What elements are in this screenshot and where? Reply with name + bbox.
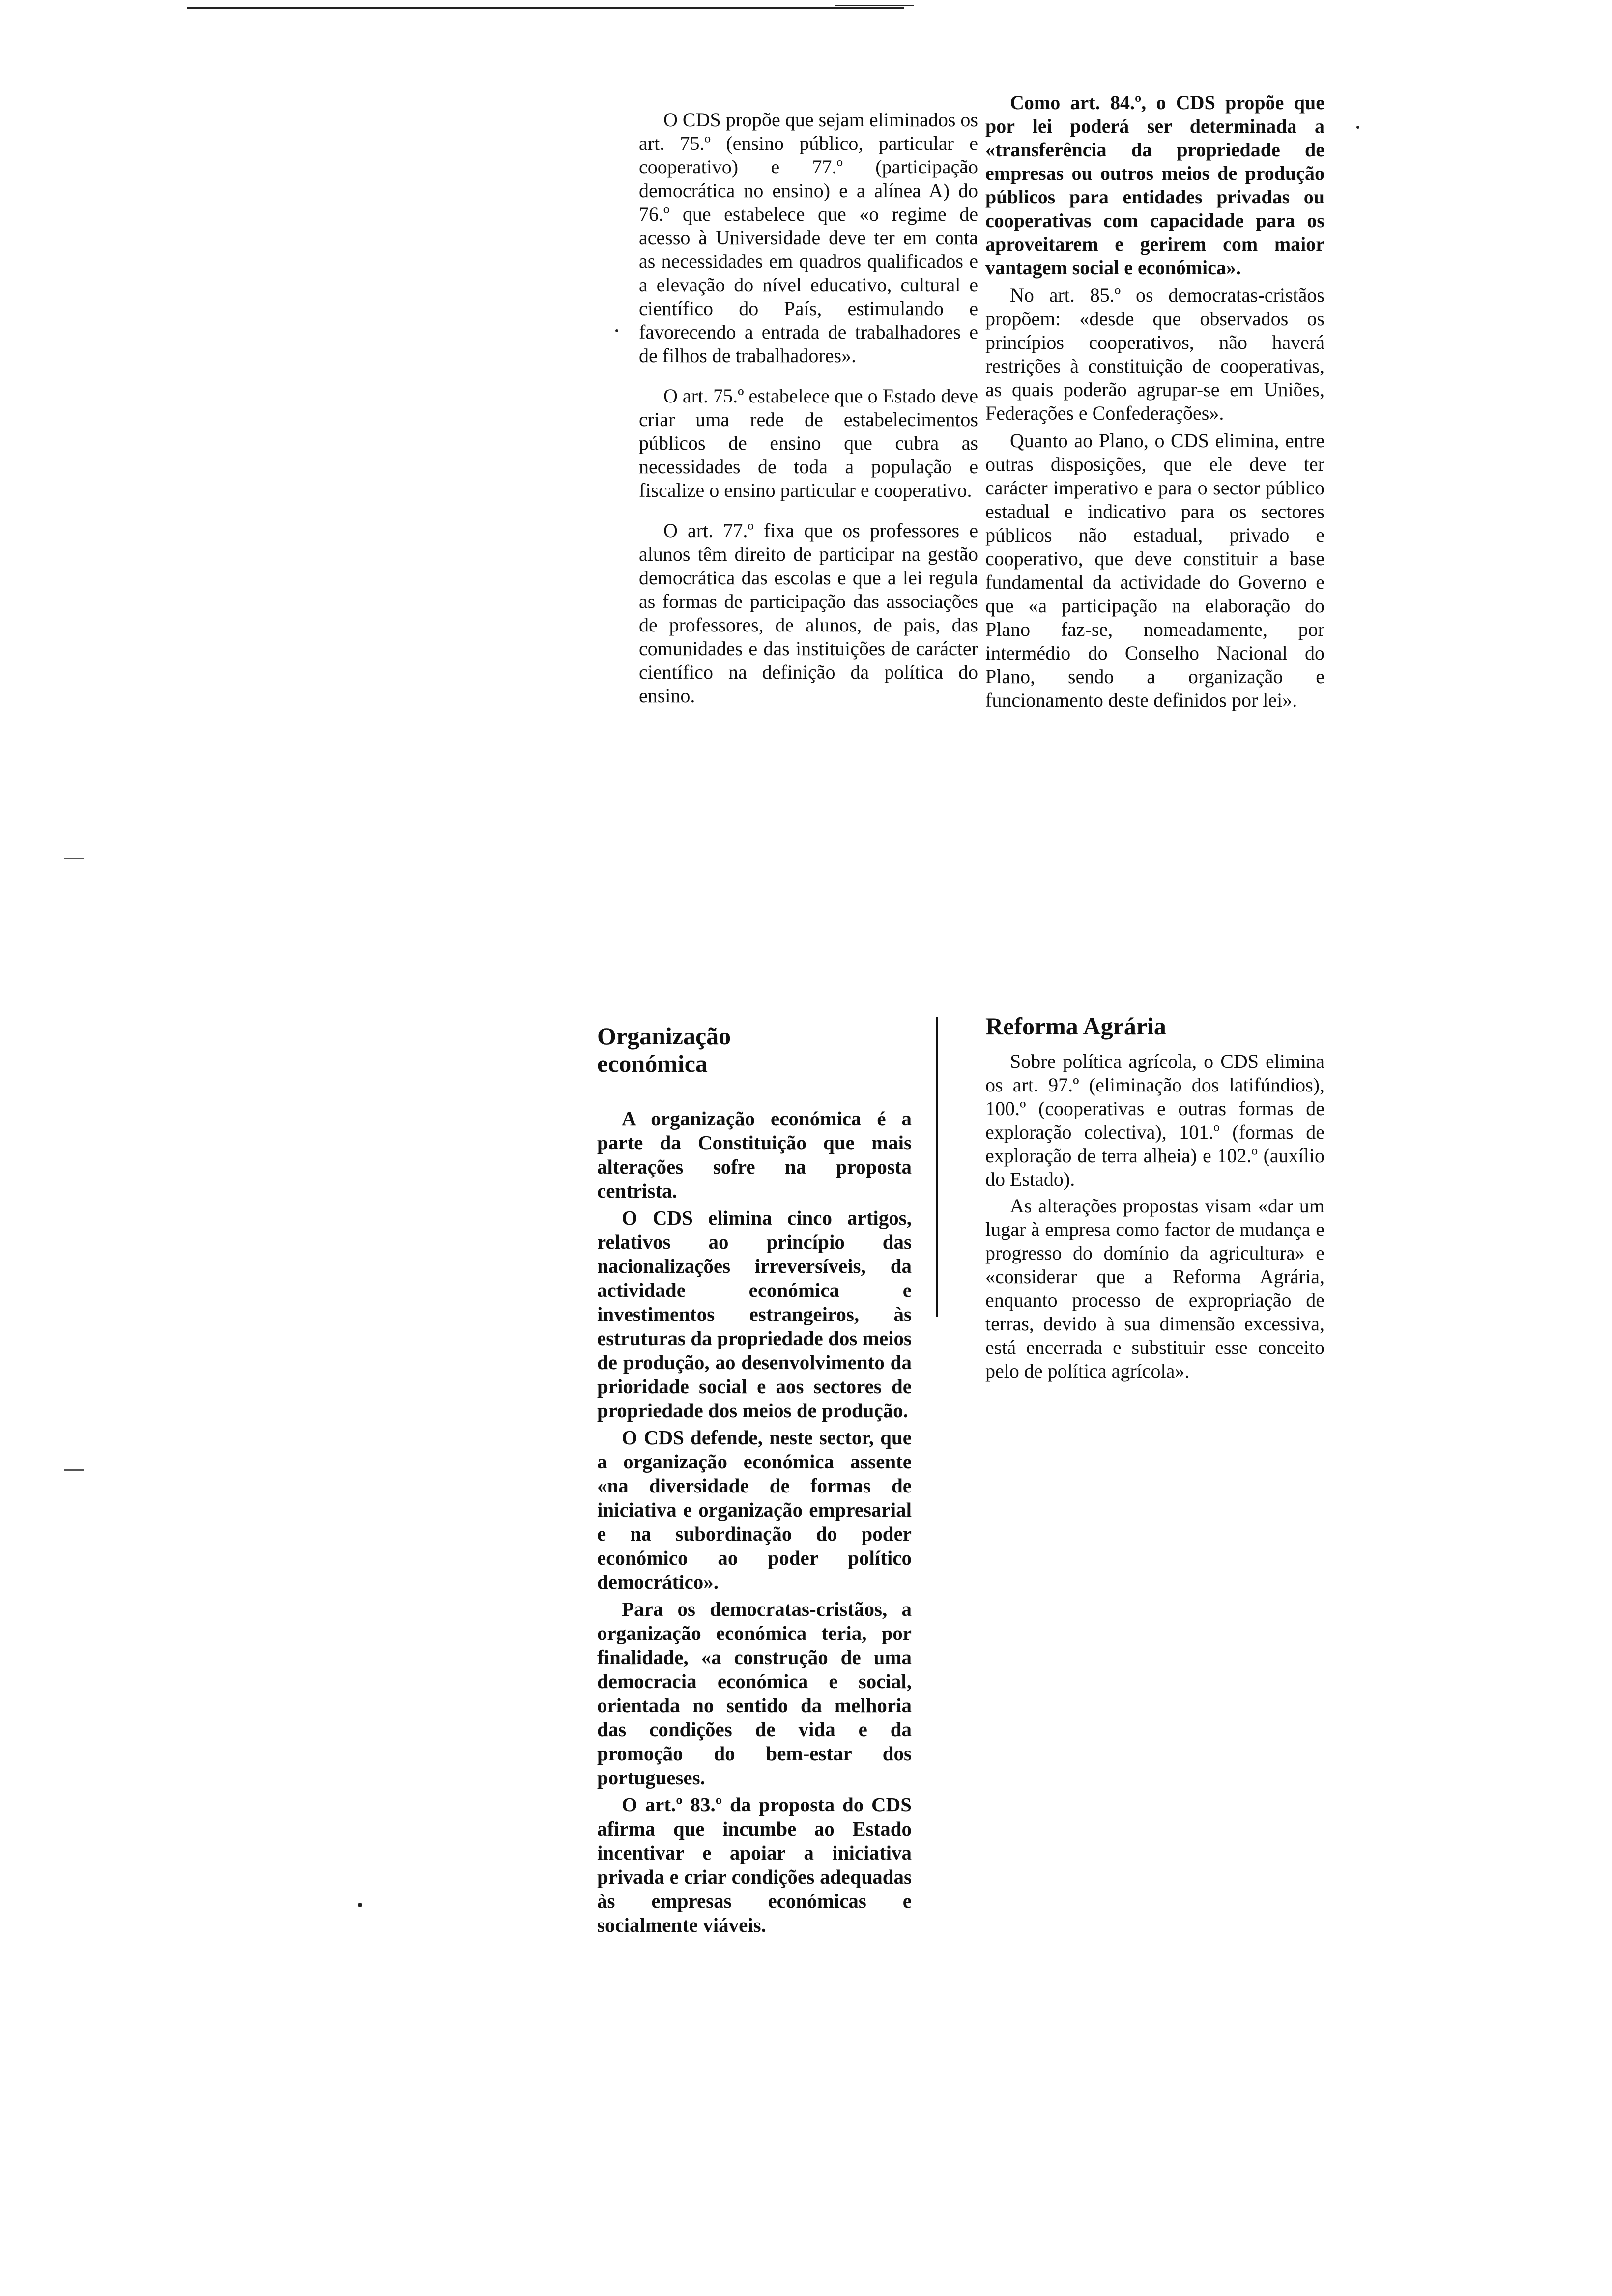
column-cooperatives-plan — [985, 91, 1324, 716]
paragraph-plan: Quanto ao Plano, o CDS elimina, entre outras disposições, que ele deve ter carácter imperativo e para o sector público estadual e indicativo para os sectores públicos não estadual, privado e cooperativo, que deve constituir a base fundamental da actividade do Governo e que «a participação na elaboração do Plano faz-se, nomeadamente, por intermédio do Conselho Nacional do Plano, sendo a organização e funcionamento deste definidos por lei». — [985, 430, 1324, 711]
paragraph-eliminated-five-articles: O CDS elimina cinco artigos, relativos ao princípio das nacionalizações irreversíveis, da actividade económica e investimentos estrangeiros, às estruturas da propriedade dos meios de produção, ao desenvolvimento da prioridade social e aos sectores de propriedade dos meios de produção. — [597, 1206, 912, 1422]
paragraph-article-75: O art. 75.º estabelece que o Estado deve criar uma rede de estabelecimentos públicos de ensino que cubra as necessidades de toda a população e fiscalize o ensino particular e cooperativo. — [639, 385, 978, 501]
column-divider — [936, 1017, 938, 1317]
column-agrarian-reform — [985, 1012, 1324, 1386]
scan-speck — [358, 1903, 362, 1907]
section-heading-economic-organisation — [597, 1022, 912, 1077]
paragraph-eliminated-articles: O CDS propõe que sejam eliminados os art. 75.º (ensino público, particular e cooperativo) e 77.º (participação democrática no ensino) e a alínea A) do 76.º que estabelece que «o regime de acesso à Universidade deve ter em conta as necessidades em quadros qualificados e a elevação do nível educativo, cultural e científico do País, estimulando e favorecendo a entrada de trabalhadores e de filhos de trabalhadores». — [639, 109, 978, 367]
paragraph-proposed-changes: As alterações propostas visam «dar um lugar à empresa como factor de mudança e progresso do domínio da agricultura» e «considerar que a Reforma Agrária, enquanto processo de expropriação de terras, devido à sua dimensão excessiva, está encerrada e substituir esse conceito pelo de política agrícola». — [985, 1195, 1324, 1382]
scan-top-border-fragment — [835, 5, 914, 6]
section-heading-agrarian-reform: Reforma Agrária — [985, 1012, 1166, 1040]
paragraph-agricultural-policy: Sobre política agrícola, o CDS elimina os art. 97.º (eliminação dos latifúndios), 100.º (cooperativas e outras formas de exploração colectiva), 101.º (formas de exploração de terra alheia) e 102.º (auxílio do Estado). — [985, 1050, 1324, 1190]
paragraph-article-77: O art. 77.º fixa que os professores e alunos têm direito de participar na gestão democrática das escolas e que a lei regula as formas de participação das associações de professores, de alunos, de pais, das comunidades e das instituições de carácter científico na definição da política do ensino. — [639, 519, 978, 707]
scan-speck — [1356, 126, 1359, 129]
paragraph-cds-defends: O CDS defende, neste sector, que a organização económica assente «na diversidade de formas de iniciativa e organização empresarial e na subordinação do poder económico ao poder político democrático». — [597, 1426, 912, 1593]
paragraph-article-85: No art. 85.º os democratas-cristãos propõem: «desde que observados os princípios cooperativos, não haverá restrições à constituição de cooperativas, as quais poderão agrupar-se em Uniões, Federações e Confederações». — [985, 284, 1324, 424]
paragraph-article-83: O art.º 83.º da proposta do CDS afirma que incumbe ao Estado incentivar e apoiar a iniciativa privada e criar condições adequadas às empresas económicas e socialmente viáveis. — [597, 1793, 912, 1936]
column-education — [639, 108, 978, 724]
paragraph-economic-intro: A organização económica é a parte da Constituição que mais alterações sofre na proposta centrista. — [597, 1107, 912, 1202]
heading-line-2: económica — [597, 1050, 708, 1077]
paragraph-article-84: Como art. 84.º, o CDS propõe que por lei poderá ser determinada a «transferência da propriedade de empresas ou outros meios de produção públicos para entidades privadas ou cooperativas com capacidade para os aproveitarem e gerirem com maior vantagem social e económica». — [985, 91, 1324, 279]
scan-top-border — [187, 7, 904, 9]
heading-line-1: Organização — [597, 1022, 731, 1050]
scan-mark — [64, 1469, 84, 1471]
scan-mark — [64, 858, 84, 859]
paragraph-christian-democrats: Para os democratas-cristãos, a organização económica teria, por finalidade, «a construção de uma democracia económica e social, orientada no sentido da melhoria das condições de vida e da promoção do bem-estar dos portugueses. — [597, 1598, 912, 1789]
column-economic-organisation — [597, 1022, 912, 1940]
scan-speck — [615, 329, 618, 332]
